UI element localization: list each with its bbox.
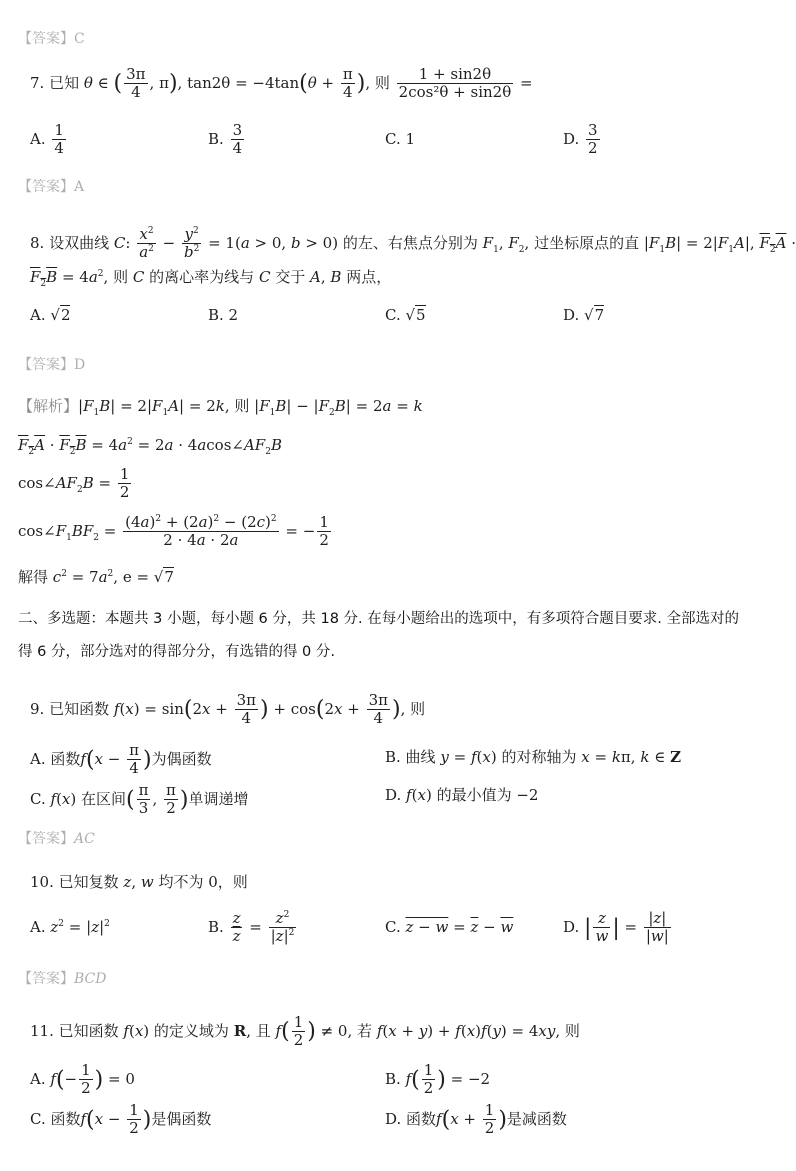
q10-option-b: B. $\frac{z}{z}$ = $\frac{z^2}{|z|^2}$	[208, 909, 295, 946]
question-10: 10. 已知复数 z, w 均不为 0，则	[30, 873, 248, 891]
q7-numerator: 1 + sin2θ	[397, 66, 514, 84]
analysis-label: 【解析】	[18, 397, 79, 415]
analysis-line-1: 【解析】$|F_1B| = 2|F_1A| = 2k$, 则 $|F_1B| - |F_2B| = 2a = k$	[18, 397, 423, 418]
q11-option-d: D. 函数f(x + $\frac{1}{2}$ )是减函数	[385, 1101, 567, 1138]
section-heading-line1: 二、多选题：本题共 3 小题，每小题 6 分，共 18 分. 在每小题给出的选项中，有多项符合题目要求. 全部选对的	[18, 611, 739, 627]
q9-option-c: C. f(x) 在区间( $\frac{\pi}{3}$ , $\frac{\pi}{2}$ )单调递增	[30, 781, 249, 818]
analysis-line-3: $\cos\angle AF_2B$ = $\frac{1}{2}$	[18, 465, 130, 502]
question-9: 9. 已知函数 f(x) = sin(2x + $\frac{3\pi}{4}$ ) + cos(2x + $\frac{3\pi}{4}$ ), 则	[30, 691, 426, 728]
q7-equation: tan2θ = −4tan	[187, 73, 300, 92]
q8-option-d: D. √7	[563, 306, 605, 324]
q8-option-a: A. √2	[30, 306, 71, 324]
q7-option-b: B. $\frac{3}{4}$	[208, 121, 243, 158]
question-7: 7. 已知 θ ∈ ( $\frac{3\pi}{4}$ , π), tan2θ = −4tan(θ + $\frac{\pi}{4}$ ), 则 $\frac{1 + \sin 2\theta}{\text{2cos²θ + sin2θ}}$ =	[30, 65, 533, 102]
q8-option-c: C. √5	[385, 306, 426, 324]
q7-option-d: D. $\frac{3}{2}$	[563, 121, 598, 158]
q7-option-c: C. 1	[385, 130, 416, 148]
analysis-line-2: $F_2A \cdot F_2B = 4a^2 = 2a$ · $4acos\angle AF_2B$	[18, 436, 282, 457]
q8-answer: 【答案】D	[18, 357, 86, 373]
answer-value: C	[74, 31, 85, 47]
analysis-line-4: $\cos\angle F_1BF_2$ = $\frac{(4a)^2 + (2a)^2 - (2c)^2}{2 \cdot 4a \cdot 2a}$ = − $\frac{1}{2}$	[18, 513, 329, 550]
q11-option-a: A. f(− $\frac{1}{2}$ ) = 0	[30, 1061, 135, 1098]
q10-answer: 【答案】BCD	[18, 971, 107, 987]
q10-option-d: D. | $\frac{z}{w}$ | = $\frac{|z|}{|w|}$	[563, 909, 669, 946]
q11-option-c: C. 函数f(x − $\frac{1}{2}$ )是偶函数	[30, 1101, 212, 1138]
q9-option-b: B. 曲线 y = f(x) 的对称轴为 x = kπ, k ∈ Z	[385, 748, 682, 766]
q11-option-b: B. f( $\frac{1}{2}$ ) = −2	[385, 1061, 491, 1098]
answer-label: 【答案】	[18, 31, 74, 47]
question-11: 11. 已知函数 f(x) 的定义域为 R, 且 f( $\frac{1}{2}$ ) ≠ 0, 若 f(x + y) + f(x)f(y) = 4xy, 则	[30, 1013, 580, 1050]
q7-denominator: 2cos²θ + sin2θ	[398, 83, 512, 102]
question-8-line1: 8. 设双曲线 C: $\frac{x^2}{a^2}$ − $\frac{y^2}{b^2}$ = 1(a > 0, b > 0) 的左、右焦点分别为 $F_1$, $F_2$, 过坐标原点的直 $|F_1B| = 2|F_1A|$, $F_2A$ ·	[30, 225, 796, 262]
q8-option-b: B. 2	[208, 306, 239, 324]
q10-option-c: C. $z - w = \overline{z} - \overline{w}$	[385, 918, 514, 936]
q9-option-a: A. 函数f(x − $\frac{\pi}{4}$ )为偶函数	[30, 741, 212, 778]
q7-stem: 7. 已知	[30, 73, 80, 92]
section-heading-line2: 得 6 分，部分选对的得部分分，有选错的得 0 分.	[18, 644, 335, 660]
q7-then: , 则	[365, 73, 390, 92]
analysis-line-5: 解得 $c^2 = 7a^2$, e = √7	[18, 568, 174, 586]
q10-option-a: A. $z^2 = |z|^2$	[30, 918, 110, 936]
q7-answer: 【答案】A	[18, 179, 85, 195]
q7-option-a: A. $\frac{1}{4}$	[30, 121, 64, 158]
q9-answer: 【答案】AC	[18, 831, 95, 847]
answer-line-6	[18, 28, 85, 48]
q9-option-d: D. f(x) 的最小值为 −2	[385, 786, 539, 804]
question-8-line2: $F_2B = 4a^2$, 则 C 的离心率为线与 C 交于 A, B 两点，	[30, 268, 392, 289]
